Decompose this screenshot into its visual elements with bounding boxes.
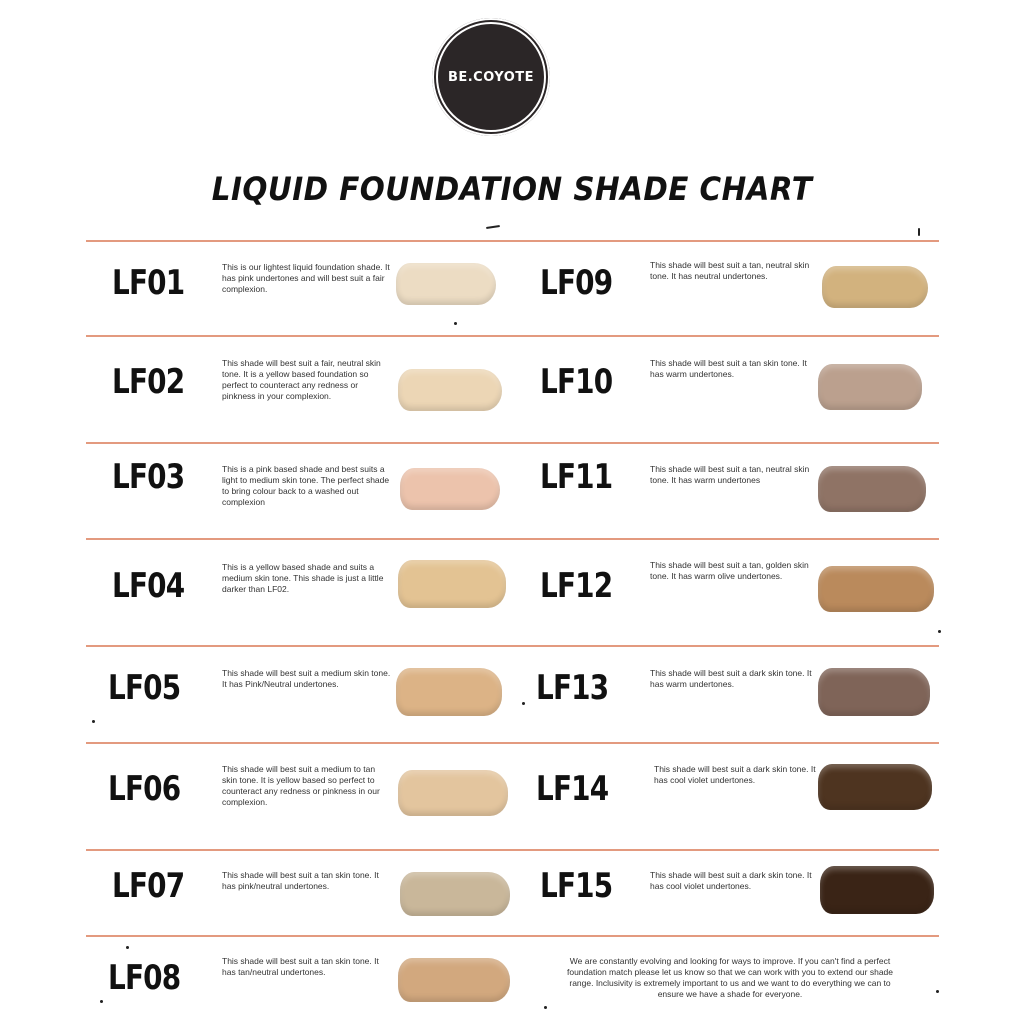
shade-description: This shade will best suit a tan, golden skin tone. It has warm olive undertones.	[650, 560, 809, 581]
shade-code: LF09	[540, 263, 613, 303]
shade-description: This shade will best suit a dark skin tone. It has warm undertones.	[650, 668, 812, 689]
shade-code: LF10	[540, 362, 613, 402]
inclusivity-note: We are constantly evolving and looking for ways to improve. If you can't find a perfect foundation match please let us know so that we can work with you to extend our shade range. Inclusivity is extremely important to us and we want to do everything we can to ensure we have a shade for everyone.	[566, 956, 894, 999]
shade-swatch	[820, 866, 934, 914]
shade-description: This shade will best suit a tan skin tone. It has warm undertones.	[650, 358, 807, 379]
shade-description: This shade will best suit a medium skin tone. It has Pink/Neutral undertones.	[222, 668, 391, 689]
shade-swatch	[818, 668, 930, 716]
shade-description: This shade will best suit a tan skin tone. It has tan/neutral undertones.	[222, 956, 379, 977]
decorative-speck	[918, 228, 920, 236]
divider	[86, 849, 939, 851]
shade-code: LF06	[108, 769, 181, 809]
divider	[86, 645, 939, 647]
divider	[86, 538, 939, 540]
shade-code: LF05	[108, 668, 181, 708]
decorative-speck	[92, 720, 95, 723]
shade-description: This shade will best suit a medium to tan skin tone. It is yellow based so perfect to counteract any redness or pinkness in our complexion.	[222, 764, 380, 807]
divider	[86, 240, 939, 242]
shade-swatch	[818, 466, 926, 512]
shade-swatch	[818, 764, 932, 810]
shade-description: This shade will best suit a dark skin tone. It has cool violet undertones.	[650, 870, 812, 891]
divider	[86, 442, 939, 444]
decorative-speck	[100, 1000, 103, 1003]
shade-swatch	[396, 668, 502, 716]
shade-code: LF07	[112, 866, 185, 906]
decorative-speck	[936, 990, 939, 993]
divider	[86, 742, 939, 744]
shade-swatch	[398, 369, 502, 411]
page-title: LIQUID FOUNDATION SHADE CHART	[211, 170, 813, 208]
shade-code: LF12	[540, 566, 613, 606]
shade-description: This shade will best suit a tan, neutral skin tone. It has warm undertones	[650, 464, 810, 485]
shade-swatch	[400, 872, 510, 916]
shade-code: LF04	[112, 566, 185, 606]
shade-code: LF02	[112, 362, 185, 402]
shade-code: LF15	[540, 866, 613, 906]
shade-swatch	[398, 560, 506, 608]
shade-swatch	[398, 770, 508, 816]
shade-code: LF03	[112, 457, 185, 497]
shade-swatch	[818, 566, 934, 612]
shade-swatch	[822, 266, 928, 308]
decorative-speck	[454, 322, 457, 325]
decorative-speck	[126, 946, 129, 949]
shade-description: This shade will best suit a fair, neutral skin tone. It is a yellow based foundation so perfect to counteract any redness or pinkness in your complexion.	[222, 358, 381, 401]
decorative-speck	[486, 225, 500, 229]
logo-text: BE.COYOTE	[447, 69, 535, 85]
divider	[86, 335, 939, 337]
shade-swatch	[818, 364, 922, 410]
shade-code: LF11	[540, 457, 613, 497]
decorative-speck	[938, 630, 941, 633]
shade-code: LF01	[112, 263, 185, 303]
decorative-speck	[522, 702, 525, 705]
shade-swatch	[400, 468, 500, 510]
shade-code: LF13	[536, 668, 609, 708]
shade-description: This is our lightest liquid foundation shade. It has pink undertones and will best suit a fair complexion.	[222, 262, 390, 294]
shade-code: LF14	[536, 769, 609, 809]
shade-swatch	[396, 263, 496, 305]
decorative-speck	[544, 1006, 547, 1009]
shade-swatch	[398, 958, 510, 1002]
shade-description: This is a yellow based shade and suits a medium skin tone. This shade is just a little darker than LF02.	[222, 562, 384, 594]
shade-description: This shade will best suit a tan skin tone. It has pink/neutral undertones.	[222, 870, 379, 891]
shade-description: This shade will best suit a dark skin tone. It has cool violet undertones.	[654, 764, 816, 785]
shade-code: LF08	[108, 958, 181, 998]
divider	[86, 935, 939, 937]
shade-description: This is a pink based shade and best suits a light to medium skin tone. The perfect shade to bring colour back to a washed out complexion	[222, 464, 390, 507]
shade-description: This shade will best suit a tan, neutral skin tone. It has neutral undertones.	[650, 260, 810, 281]
brand-logo	[432, 18, 550, 136]
